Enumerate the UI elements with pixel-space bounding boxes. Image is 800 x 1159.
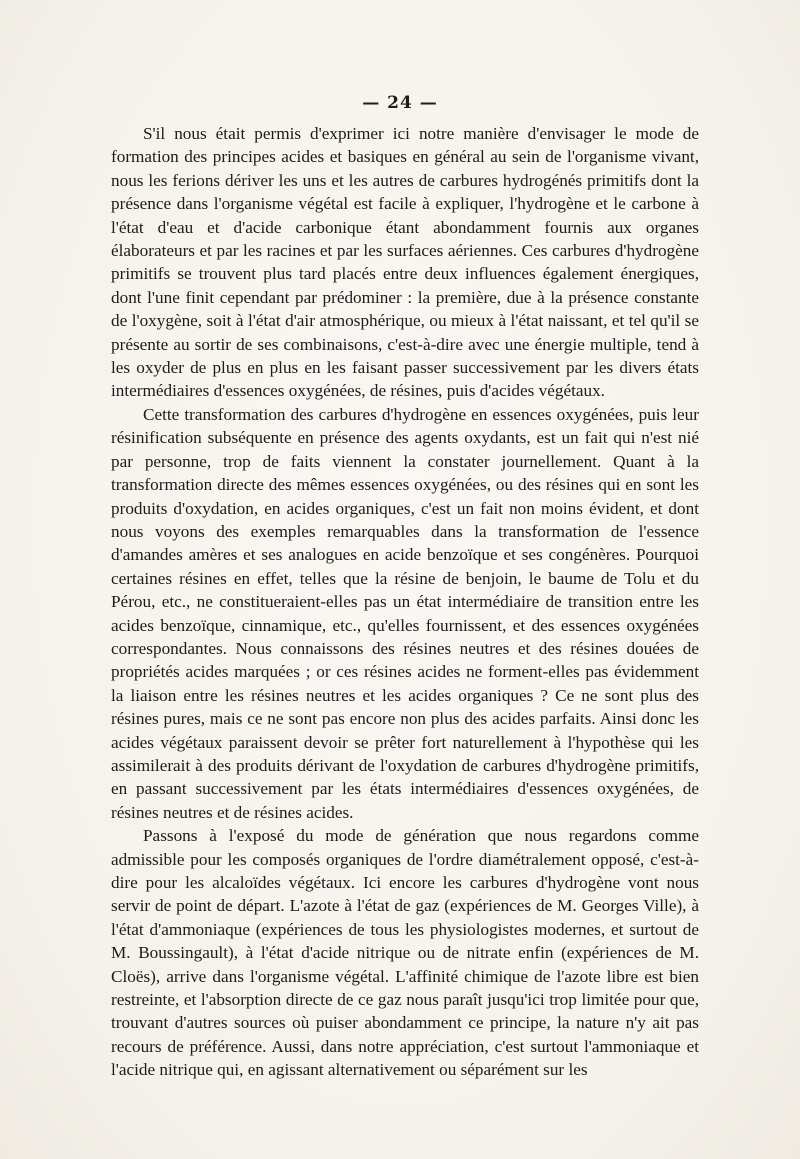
page-number: — 24 — — [362, 93, 438, 113]
body-text — [111, 122, 699, 1082]
paragraph: Passons à l'exposé du mode de génération que nous regardons comme admissible pour les composés organiques de l'ordre diamétralement opposé, c'est-à-dire pour les alcaloïdes végétaux. Ici encore les carbures d'hydrogène vont nous servir de point de départ. L'azote à l'état de gaz (expériences de M. Georges Ville), à l'état d'ammoniaque (expériences de tous les physiologistes modernes, et surtout de M. Boussingault), à l'état d'acide nitrique ou de nitrate enfin (expériences de M. Cloës), arrive dans l'organisme végétal. L'affinité chimique de l'azote libre est bien restreinte, et l'absorption directe de ce gaz nous paraît jusqu'ici trop limitée pour que, trouvant d'autres sources où puiser abondamment ce principe, la nature n'y ait pas recours de préférence. Aussi, dans notre appréciation, c'est surtout l'ammoniaque et l'acide nitrique qui, en agissant alternativement ou séparément sur les — [111, 826, 699, 1080]
paragraph: Cette transformation des carbures d'hydrogène en essences oxygénées, puis leur résinification subséquente en présence des agents oxydants, est un fait qui n'est nié par personne, trop de faits viennent la constater journellement. Quant à la transformation directe des mêmes essences oxygénées, ou des résines qui en sont les produits d'oxydation, en acides organiques, c'est un fait non moins évident, et dont nous voyons des exemples remarquables dans la transformation de l'essence d'amandes amères et ses analogues en acide benzoïque et ses congénères. Pourquoi certaines résines en effet, telles que la résine de benjoin, le baume de Tolu et du Pérou, etc., ne constitueraient-elles pas un état intermédiaire de transition entre les acides benzoïque, cinnamique, etc., qu'elles fournissent, et des essences oxygénées correspondantes. Nous connaissons des résines neutres et des résines douées de propriétés acides marquées ; or ces résines acides ne forment-elles pas évidemment la liaison entre les résines neutres et les acides organiques ? Ce ne sont plus des résines pures, mais ce ne sont pas encore non plus des acides parfaits. Ainsi donc les acides végétaux paraissent devoir se prêter fort naturellement à l'hypothèse qui les assimilerait à des produits dérivant de l'oxydation de carbures d'hydrogène primitifs, en passant successivement par les états intermédiaires d'essences oxygénées, de résines neutres et de résines acides. — [111, 404, 699, 822]
paragraph: S'il nous était permis d'exprimer ici notre manière d'envisager le mode de formation des principes acides et basiques en général au sein de l'organisme vivant, nous les ferions dériver les uns et les autres de carbures hydrogénés primitifs dont la présence dans l'organisme végétal est facile à expliquer, l'hydrogène et le carbone à l'état d'eau et d'acide carbonique étant abondamment fournis aux organes élaborateurs et par les racines et par les surfaces aériennes. Ces carbures d'hydrogène primitifs se trouvent plus tard placés entre deux influences également énergiques, dont l'une finit cependant par prédominer : la première, due à la présence constante de l'oxygène, soit à l'état d'air atmosphérique, ou mieux à l'état naissant, et tel qu'il se présente au sortir de ses combinaisons, c'est-à-dire avec une énergie multiple, tend à les oxyder de plus en plus en les faisant passer successivement par les divers états intermédiaires d'essences oxygénées, de résines, puis d'acides végétaux. — [111, 124, 699, 401]
